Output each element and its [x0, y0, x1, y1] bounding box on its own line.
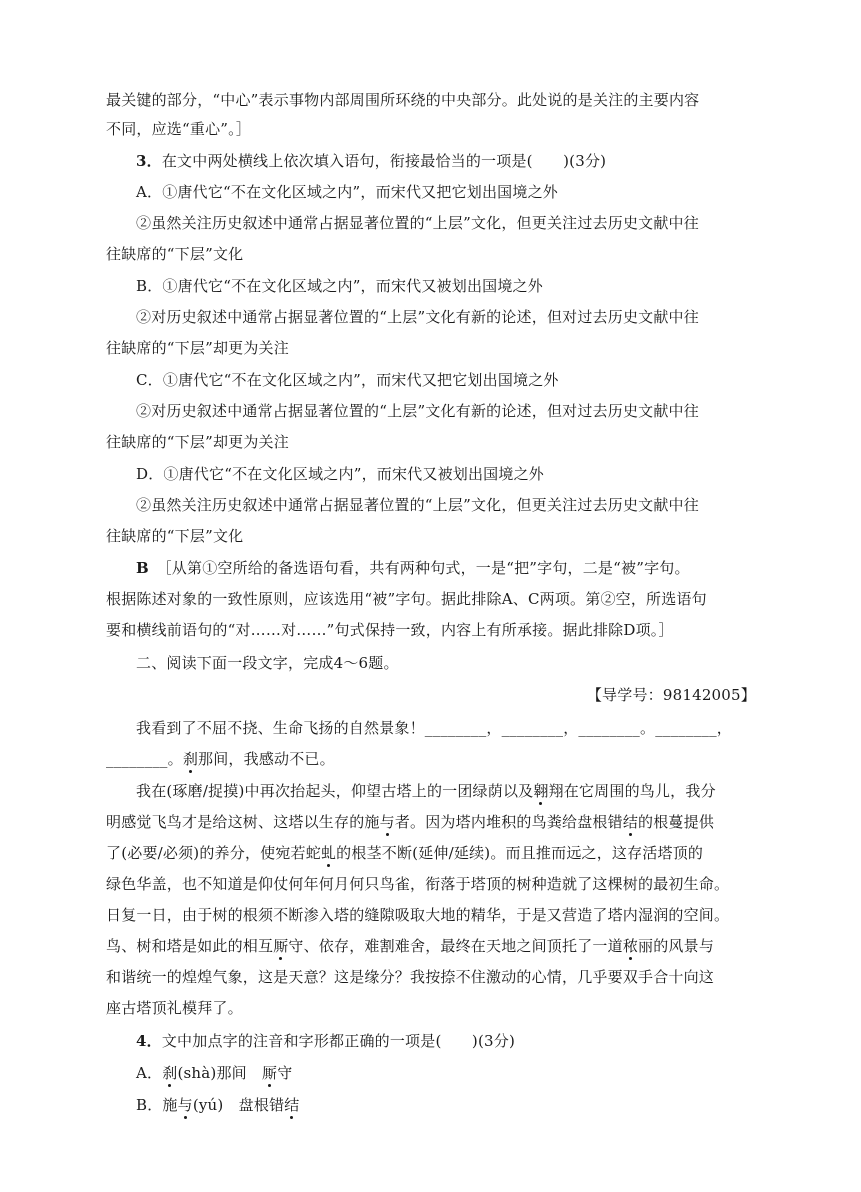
option-d-line: D．①唐代它“不在文化区域之内”，而宋代又被划出国境之外 — [136, 465, 544, 483]
text: A． — [136, 1064, 163, 1082]
answer-3-line: 根据陈述对象的一致性原则，应该选用“被”字句。据此排除A、C两项。第②空，所选语句 — [106, 590, 707, 608]
answer-text: ［从第①空所给的备选语句看，共有两种句式，一是“把”字句，二是“被”字句。 — [164, 559, 690, 577]
text: 鸟、树和塔是如此的相互 — [106, 937, 274, 955]
text: 我在(琢磨/捉摸)中再次抬起头，仰望古塔上的一团绿荫以及 — [136, 782, 534, 800]
text: 者。因为塔内堆积的鸟粪给盘根错 — [394, 813, 623, 831]
passage-line — [106, 749, 756, 769]
section-2-heading: 二、阅读下面一段文字，完成4～6题。 — [136, 654, 399, 672]
passage-line — [106, 936, 756, 956]
dotted-char: 与 — [379, 813, 395, 831]
text: 守、依存，难割难舍，最终在天地之间顶托了一道 — [288, 937, 623, 955]
passage-line: 日复一日，由于树的根须不断渗入塔的缝隙吸取大地的精华，于是又营造了塔内湿润的空间。 — [106, 906, 730, 924]
passage-line: 座古塔顶礼模拜了。 — [106, 999, 243, 1017]
dotted-char: 虬 — [320, 844, 337, 862]
question-text: 在文中两处横线上依次填入语句，衔接最恰当的一项是( )(3分) — [161, 152, 607, 170]
text: (yú) 盘根错 — [192, 1096, 285, 1114]
option-c-line: 往缺席的“下层”却更为关注 — [106, 433, 289, 451]
dotted-char: 结 — [622, 813, 639, 831]
passage-line — [106, 812, 756, 832]
dotted-char: 厮 — [273, 937, 289, 955]
option-b-line — [136, 1095, 786, 1115]
passage-line: 绿色华盖，也不知道是仰仗何年何月何只鸟雀，衔落于塔顶的树种造就了这棵树的最初生命。 — [106, 875, 730, 893]
option-a-line: ②虽然关注历史叙述中通常占据显著位置的“上层”文化，但更关注过去历史文献中往 — [136, 214, 699, 232]
dotted-char: 翱 — [533, 782, 549, 800]
option-b-line: B．①唐代它“不在文化区域之内”，而宋代又被划出国境之外 — [136, 277, 543, 295]
answer-letter: B — [136, 559, 149, 577]
question-number: 3． — [136, 152, 162, 170]
text: (shà)那间 — [177, 1064, 263, 1082]
option-c-line: C．①唐代它“不在文化区域之内”，而宋代又把它划出国境之外 — [136, 371, 559, 389]
dotted-char: 结 — [284, 1096, 300, 1114]
text: 守 — [277, 1064, 293, 1082]
question-number: 4． — [136, 1032, 162, 1050]
text: 明感觉飞鸟才是给这树、这塔以生存的施 — [106, 813, 380, 831]
answer-explanation-line: 最关键的部分，“中心”表示事物内部周围所环绕的中央部分。此处说的是关注的主要内容 — [106, 91, 700, 109]
question-4 — [136, 1031, 756, 1051]
dotted-char: 刹 — [162, 1064, 178, 1082]
dotted-char: 与 — [177, 1096, 193, 1114]
text: B．施 — [136, 1096, 178, 1114]
passage-line: 和谐统一的煌煌气象，这是天意？这是缘分？我按捺不住激动的心情，几乎要双手合十向这 — [106, 968, 715, 986]
blank: ________。 — [106, 750, 183, 768]
passage-line — [106, 843, 756, 863]
answer-explanation-line: 不同，应选“重心”。］ — [106, 120, 252, 138]
option-a-line — [136, 1063, 786, 1083]
text: 了(必要/必须)的养分，使宛若蛇 — [106, 844, 321, 862]
option-b-line: ②对历史叙述中通常占据显著位置的“上层”文化有新的论述，但对过去历史文献中往 — [136, 308, 699, 326]
answer-3-line — [136, 558, 756, 578]
dotted-char: 厮 — [262, 1064, 278, 1082]
option-d-line: 往缺席的“下层”文化 — [106, 527, 244, 545]
passage-line — [136, 781, 756, 801]
passage-line: 我看到了不屈不挠、生命飞扬的自然景象！________，________，________。________， — [136, 719, 733, 737]
question-text: 文中加点字的注音和字形都正确的一项是( )(3分) — [161, 1032, 515, 1050]
dotted-char: 刹 — [182, 750, 199, 768]
option-c-line: ②对历史叙述中通常占据显著位置的“上层”文化有新的论述，但对过去历史文献中往 — [136, 402, 699, 420]
text: 的根茎不断(延伸/延续)。而且推而远之，这存活塔顶的 — [336, 844, 704, 862]
question-3 — [136, 151, 756, 171]
option-a-line: 往缺席的“下层”文化 — [106, 245, 244, 263]
option-d-line: ②虽然关注历史叙述中通常占据显著位置的“上层”文化，但更关注过去历史文献中往 — [136, 496, 699, 514]
option-a-line: A．①唐代它“不在文化区域之内”，而宋代又把它划出国境之外 — [136, 183, 558, 201]
answer-3-line: 要和横线前语句的“对……对……”句式保持一致，内容上有所承接。据此排除D项。］ — [106, 621, 674, 639]
text: 丽的风景与 — [638, 937, 715, 955]
text: 的根蔓提供 — [638, 813, 715, 831]
guide-number: 【导学号：98142005】 — [586, 686, 756, 704]
dotted-char: 秾 — [622, 937, 639, 955]
text: 那间，我感动不已。 — [198, 750, 335, 768]
text: 翔在它周围的鸟儿，我分 — [548, 782, 716, 800]
option-b-line: 往缺席的“下层”却更为关注 — [106, 339, 289, 357]
